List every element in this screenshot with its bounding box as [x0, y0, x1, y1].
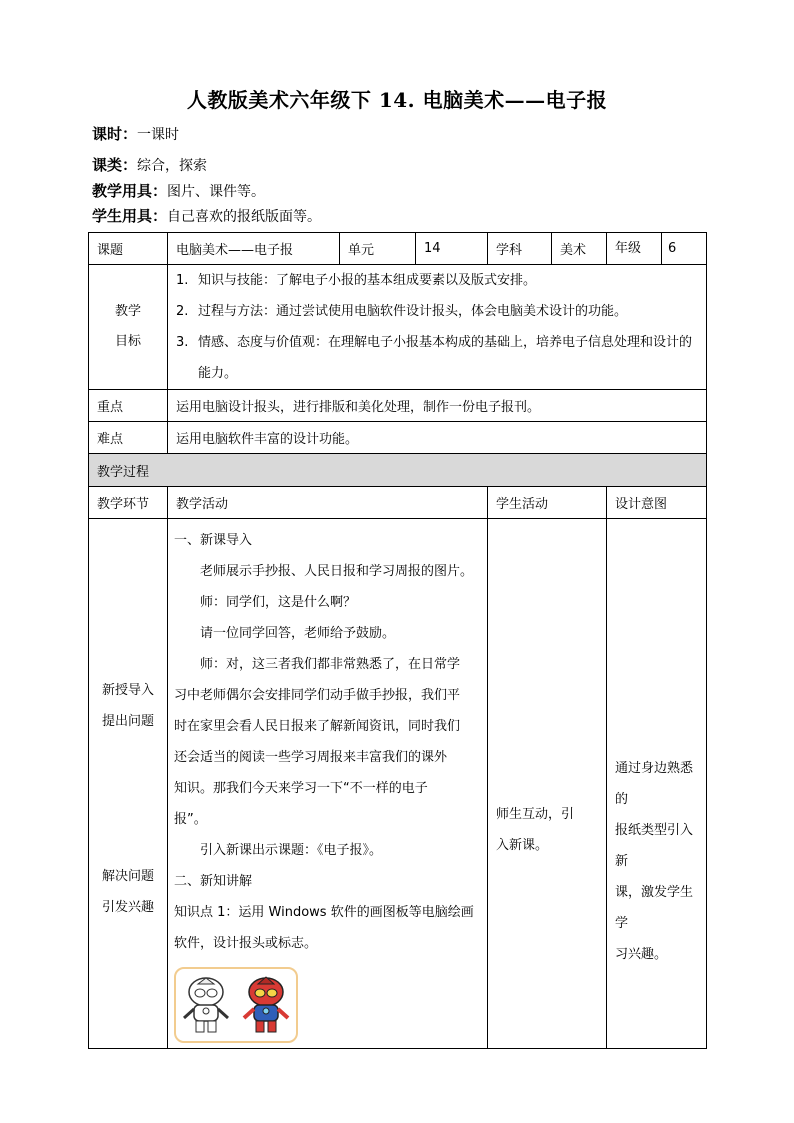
activity-paragraph: 师：同学们，这是什么啊？ — [200, 594, 357, 610]
unit-label: 单元 — [340, 233, 416, 265]
difficulty-label: 难点 — [89, 422, 168, 454]
objective-item: 1. 知识与技能：了解电子小报的基本组成要素以及版式安排。 — [176, 273, 537, 288]
activity-line: 还会适当的阅读一些学习周报来丰富我们的课外 — [174, 749, 448, 765]
unit-value: 14 — [416, 233, 488, 265]
grade-value: 6 — [668, 241, 677, 256]
section-heading: 一、新课导入 — [174, 532, 253, 548]
process-body-row — [89, 519, 707, 1049]
meta-label: 课类： — [92, 156, 138, 174]
activity-line: 习中老师偶尔会安排同学们动手做手抄报，我们平 — [174, 687, 461, 703]
grade-label: 年级 — [607, 233, 662, 264]
grade-cell — [607, 233, 707, 265]
section-heading: 二、新知讲解 — [174, 873, 253, 889]
objectives-label — [89, 265, 168, 390]
activity-paragraph: 请一位同学回答，老师给予鼓励。 — [200, 625, 396, 641]
objectives-label-line: 教学 — [114, 304, 141, 319]
objective-continuation: 能力。 — [198, 366, 238, 381]
process-header-row — [89, 487, 707, 519]
process-title-row — [89, 454, 707, 487]
subject-value: 美术 — [552, 233, 607, 265]
meta-lesson-type — [92, 155, 207, 176]
document-title: 人教版美术六年级下 14. 电脑美术——电子报 — [186, 88, 608, 112]
design-intent-line: 习兴趣。 — [615, 946, 668, 962]
difficulty-row — [89, 422, 707, 454]
design-intent-cell — [607, 519, 707, 1049]
col-activity: 教学活动 — [168, 487, 488, 519]
objectives-label-line: 目标 — [114, 334, 141, 349]
student-activity-line: 师生互动，引 — [496, 807, 575, 822]
topic-label: 课题 — [89, 233, 168, 265]
design-intent-line: 报纸类型引入新 — [615, 822, 694, 869]
difficulty-value: 运用电脑软件丰富的设计功能。 — [168, 422, 707, 454]
col-student: 学生活动 — [488, 487, 607, 519]
activity-line: 报”。 — [174, 811, 207, 827]
knowledge-point: 知识点 1：运用 Windows 软件的画图板等电脑绘画 — [174, 904, 474, 920]
col-intent: 设计意图 — [607, 487, 707, 519]
activity-paragraph: 师：对，这三者我们都非常熟悉了，在日常学 — [200, 656, 461, 672]
activity-paragraph: 引入新课出示课题：《电子报》。 — [200, 842, 383, 858]
header-row — [89, 233, 707, 265]
colored-hero-illustration — [238, 974, 294, 1036]
stage-label: 新授导入 — [101, 683, 154, 698]
outline-hero-illustration — [178, 974, 234, 1036]
key-point-value: 运用电脑设计报头，进行排版和美化处理，制作一份电子报刊。 — [168, 390, 707, 422]
meta-label: 学生用具： — [92, 207, 168, 225]
col-stage: 教学环节 — [89, 487, 168, 519]
design-intent-line: 通过身边熟悉的 — [615, 760, 694, 807]
meta-teaching-tools — [92, 181, 265, 202]
activity-cell — [168, 519, 488, 1049]
meta-value: 一课时 — [137, 127, 180, 143]
key-point-label: 重点 — [89, 390, 168, 422]
objective-item: 3. 情感、态度与价值观：在理解电子小报基本构成的基础上，培养电子信息处理和设计的 — [176, 335, 693, 350]
activity-line: 知识。那我们今天来学习一下“不一样的电子 — [174, 780, 428, 796]
design-intent-line: 课，激发学生学 — [615, 884, 694, 931]
student-activity-line: 入新课。 — [496, 838, 549, 853]
activity-paragraph: 老师展示手抄报、人民日报和学习周报的图片。 — [200, 563, 474, 579]
knowledge-point-line: 软件，设计报头或标志。 — [174, 935, 318, 951]
meta-value: 综合，探索 — [137, 158, 208, 174]
subject-label: 学科 — [488, 233, 552, 265]
meta-label: 课时： — [92, 125, 138, 143]
meta-lesson-hours — [92, 124, 179, 145]
stage-cell — [89, 519, 168, 1049]
stage-label: 引发兴趣 — [101, 900, 154, 915]
logo-example-image — [174, 967, 298, 1043]
key-point-row — [89, 390, 707, 422]
meta-student-tools — [92, 206, 321, 227]
stage-label: 解决问题 — [101, 869, 154, 884]
objectives-row — [89, 265, 707, 390]
topic-value: 电脑美术——电子报 — [168, 233, 340, 265]
meta-label: 教学用具： — [92, 182, 168, 200]
student-activity-cell — [488, 519, 607, 1049]
lesson-plan-table — [88, 232, 707, 1049]
process-title: 教学过程 — [89, 454, 707, 487]
objectives-list — [168, 265, 707, 390]
meta-value: 自己喜欢的报纸版面等。 — [167, 209, 322, 225]
meta-value: 图片、课件等。 — [167, 184, 266, 200]
activity-line: 时在家里会看人民日报来了解新闻资讯，同时我们 — [174, 718, 461, 734]
stage-label: 提出问题 — [101, 714, 154, 729]
objective-item: 2. 过程与方法：通过尝试使用电脑软件设计报头，体会电脑美术设计的功能。 — [176, 304, 628, 319]
